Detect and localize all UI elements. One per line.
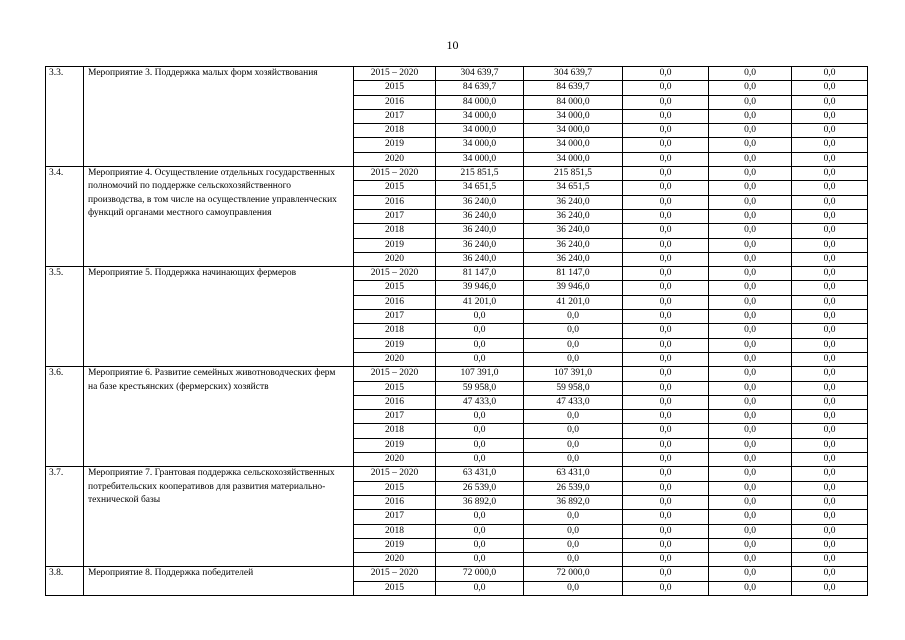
source-1-cell: 107 391,0 — [524, 367, 623, 381]
source-4-cell: 0,0 — [792, 553, 868, 567]
source-4-cell: 0,0 — [792, 181, 868, 195]
total-cell: 81 147,0 — [436, 267, 524, 281]
source-3-cell: 0,0 — [709, 167, 792, 181]
total-cell: 26 539,0 — [436, 481, 524, 495]
table-row — [46, 467, 868, 481]
period-cell: 2015 – 2020 — [354, 267, 436, 281]
source-4-cell: 0,0 — [792, 324, 868, 338]
measure-name: Мероприятие 3. Поддержка малых форм хозяйствования — [84, 67, 354, 167]
source-2-cell: 0,0 — [623, 481, 709, 495]
source-4-cell: 0,0 — [792, 310, 868, 324]
source-4-cell: 0,0 — [792, 195, 868, 209]
source-4-cell: 0,0 — [792, 124, 868, 138]
source-3-cell: 0,0 — [709, 410, 792, 424]
period-cell: 2019 — [354, 338, 436, 352]
source-2-cell: 0,0 — [623, 567, 709, 581]
source-4-cell: 0,0 — [792, 424, 868, 438]
period-cell: 2017 — [354, 410, 436, 424]
total-cell: 215 851,5 — [436, 167, 524, 181]
source-4-cell: 0,0 — [792, 67, 868, 81]
measure-number: 3.6. — [46, 367, 84, 467]
source-2-cell: 0,0 — [623, 495, 709, 509]
source-3-cell: 0,0 — [709, 338, 792, 352]
source-2-cell: 0,0 — [623, 224, 709, 238]
source-3-cell: 0,0 — [709, 324, 792, 338]
source-1-cell: 0,0 — [524, 453, 623, 467]
measure-name: Мероприятие 7. Грантовая поддержка сельскохозяйственных потребительских кооперативов для развития материально-технической базы — [84, 467, 354, 567]
source-2-cell: 0,0 — [623, 438, 709, 452]
source-4-cell: 0,0 — [792, 538, 868, 552]
source-4-cell: 0,0 — [792, 481, 868, 495]
source-2-cell: 0,0 — [623, 553, 709, 567]
source-4-cell: 0,0 — [792, 410, 868, 424]
source-1-cell: 0,0 — [524, 438, 623, 452]
period-cell: 2019 — [354, 238, 436, 252]
source-1-cell: 0,0 — [524, 581, 623, 595]
total-cell: 107 391,0 — [436, 367, 524, 381]
source-4-cell: 0,0 — [792, 81, 868, 95]
source-1-cell: 215 851,5 — [524, 167, 623, 181]
source-1-cell: 0,0 — [524, 553, 623, 567]
source-3-cell: 0,0 — [709, 209, 792, 223]
total-cell: 0,0 — [436, 581, 524, 595]
total-cell: 36 892,0 — [436, 495, 524, 509]
period-cell: 2015 – 2020 — [354, 67, 436, 81]
source-4-cell: 0,0 — [792, 252, 868, 266]
source-1-cell: 34 000,0 — [524, 138, 623, 152]
source-3-cell: 0,0 — [709, 510, 792, 524]
source-4-cell: 0,0 — [792, 381, 868, 395]
total-cell: 0,0 — [436, 310, 524, 324]
period-cell: 2016 — [354, 395, 436, 409]
source-2-cell: 0,0 — [623, 410, 709, 424]
period-cell: 2018 — [354, 424, 436, 438]
period-cell: 2015 – 2020 — [354, 567, 436, 581]
source-4-cell: 0,0 — [792, 209, 868, 223]
source-1-cell: 0,0 — [524, 310, 623, 324]
total-cell: 36 240,0 — [436, 238, 524, 252]
source-4-cell: 0,0 — [792, 224, 868, 238]
table-row — [46, 567, 868, 581]
total-cell: 84 000,0 — [436, 95, 524, 109]
source-1-cell: 39 946,0 — [524, 281, 623, 295]
source-1-cell: 36 240,0 — [524, 252, 623, 266]
period-cell: 2015 — [354, 181, 436, 195]
source-1-cell: 0,0 — [524, 424, 623, 438]
source-4-cell: 0,0 — [792, 495, 868, 509]
source-3-cell: 0,0 — [709, 138, 792, 152]
source-4-cell: 0,0 — [792, 281, 868, 295]
source-4-cell: 0,0 — [792, 438, 868, 452]
source-1-cell: 0,0 — [524, 352, 623, 366]
table-row — [46, 367, 868, 381]
source-3-cell: 0,0 — [709, 524, 792, 538]
total-cell: 63 431,0 — [436, 467, 524, 481]
period-cell: 2017 — [354, 310, 436, 324]
source-3-cell: 0,0 — [709, 95, 792, 109]
source-1-cell: 36 240,0 — [524, 195, 623, 209]
source-3-cell: 0,0 — [709, 267, 792, 281]
period-cell: 2015 – 2020 — [354, 167, 436, 181]
measure-number: 3.7. — [46, 467, 84, 567]
source-2-cell: 0,0 — [623, 524, 709, 538]
source-3-cell: 0,0 — [709, 467, 792, 481]
total-cell: 0,0 — [436, 424, 524, 438]
source-3-cell: 0,0 — [709, 352, 792, 366]
source-2-cell: 0,0 — [623, 381, 709, 395]
source-3-cell: 0,0 — [709, 124, 792, 138]
period-cell: 2015 — [354, 81, 436, 95]
source-1-cell: 36 892,0 — [524, 495, 623, 509]
period-cell: 2016 — [354, 295, 436, 309]
source-1-cell: 26 539,0 — [524, 481, 623, 495]
source-2-cell: 0,0 — [623, 324, 709, 338]
source-2-cell: 0,0 — [623, 395, 709, 409]
source-2-cell: 0,0 — [623, 338, 709, 352]
source-1-cell: 84 000,0 — [524, 95, 623, 109]
source-2-cell: 0,0 — [623, 238, 709, 252]
period-cell: 2020 — [354, 252, 436, 266]
source-3-cell: 0,0 — [709, 381, 792, 395]
period-cell: 2016 — [354, 495, 436, 509]
source-1-cell: 59 958,0 — [524, 381, 623, 395]
table-row — [46, 167, 868, 181]
source-2-cell: 0,0 — [623, 424, 709, 438]
source-1-cell: 63 431,0 — [524, 467, 623, 481]
source-2-cell: 0,0 — [623, 538, 709, 552]
source-4-cell: 0,0 — [792, 453, 868, 467]
period-cell: 2018 — [354, 224, 436, 238]
total-cell: 0,0 — [436, 538, 524, 552]
period-cell: 2015 — [354, 581, 436, 595]
source-3-cell: 0,0 — [709, 181, 792, 195]
source-1-cell: 34 000,0 — [524, 109, 623, 123]
source-3-cell: 0,0 — [709, 252, 792, 266]
source-4-cell: 0,0 — [792, 581, 868, 595]
source-2-cell: 0,0 — [623, 167, 709, 181]
source-1-cell: 84 639,7 — [524, 81, 623, 95]
source-2-cell: 0,0 — [623, 181, 709, 195]
measure-number: 3.8. — [46, 567, 84, 596]
source-3-cell: 0,0 — [709, 238, 792, 252]
period-cell: 2018 — [354, 124, 436, 138]
source-4-cell: 0,0 — [792, 295, 868, 309]
period-cell: 2015 – 2020 — [354, 467, 436, 481]
measure-number: 3.4. — [46, 167, 84, 267]
period-cell: 2015 — [354, 481, 436, 495]
measure-number: 3.5. — [46, 267, 84, 367]
total-cell: 0,0 — [436, 524, 524, 538]
source-2-cell: 0,0 — [623, 467, 709, 481]
source-2-cell: 0,0 — [623, 195, 709, 209]
source-3-cell: 0,0 — [709, 281, 792, 295]
total-cell: 84 639,7 — [436, 81, 524, 95]
period-cell: 2015 — [354, 381, 436, 395]
source-1-cell: 72 000,0 — [524, 567, 623, 581]
total-cell: 0,0 — [436, 324, 524, 338]
source-1-cell: 0,0 — [524, 338, 623, 352]
period-cell: 2020 — [354, 553, 436, 567]
source-2-cell: 0,0 — [623, 510, 709, 524]
measure-name: Мероприятие 5. Поддержка начинающих фермеров — [84, 267, 354, 367]
total-cell: 0,0 — [436, 338, 524, 352]
measure-name: Мероприятие 8. Поддержка победителей — [84, 567, 354, 596]
source-2-cell: 0,0 — [623, 295, 709, 309]
total-cell: 36 240,0 — [436, 224, 524, 238]
source-3-cell: 0,0 — [709, 538, 792, 552]
total-cell: 0,0 — [436, 453, 524, 467]
total-cell: 34 000,0 — [436, 152, 524, 166]
measure-name: Мероприятие 6. Развитие семейных животноводческих ферм на базе крестьянских (фермерских) хозяйств — [84, 367, 354, 467]
source-1-cell: 41 201,0 — [524, 295, 623, 309]
source-3-cell: 0,0 — [709, 395, 792, 409]
source-1-cell: 0,0 — [524, 524, 623, 538]
source-1-cell: 0,0 — [524, 510, 623, 524]
source-1-cell: 36 240,0 — [524, 209, 623, 223]
source-1-cell: 0,0 — [524, 324, 623, 338]
table-row — [46, 67, 868, 81]
period-cell: 2018 — [354, 524, 436, 538]
source-3-cell: 0,0 — [709, 581, 792, 595]
period-cell: 2019 — [354, 138, 436, 152]
period-cell: 2015 — [354, 281, 436, 295]
period-cell: 2020 — [354, 453, 436, 467]
source-3-cell: 0,0 — [709, 109, 792, 123]
period-cell: 2017 — [354, 109, 436, 123]
total-cell: 41 201,0 — [436, 295, 524, 309]
source-2-cell: 0,0 — [623, 152, 709, 166]
period-cell: 2019 — [354, 438, 436, 452]
source-4-cell: 0,0 — [792, 152, 868, 166]
source-3-cell: 0,0 — [709, 152, 792, 166]
period-cell: 2020 — [354, 152, 436, 166]
source-4-cell: 0,0 — [792, 238, 868, 252]
period-cell: 2018 — [354, 324, 436, 338]
source-4-cell: 0,0 — [792, 395, 868, 409]
total-cell: 36 240,0 — [436, 209, 524, 223]
total-cell: 34 000,0 — [436, 109, 524, 123]
total-cell: 0,0 — [436, 510, 524, 524]
source-4-cell: 0,0 — [792, 467, 868, 481]
source-4-cell: 0,0 — [792, 95, 868, 109]
source-2-cell: 0,0 — [623, 453, 709, 467]
source-2-cell: 0,0 — [623, 281, 709, 295]
table-body — [46, 67, 868, 596]
source-2-cell: 0,0 — [623, 209, 709, 223]
total-cell: 36 240,0 — [436, 195, 524, 209]
source-2-cell: 0,0 — [623, 252, 709, 266]
period-cell: 2019 — [354, 538, 436, 552]
total-cell: 47 433,0 — [436, 395, 524, 409]
source-3-cell: 0,0 — [709, 67, 792, 81]
source-2-cell: 0,0 — [623, 95, 709, 109]
source-3-cell: 0,0 — [709, 195, 792, 209]
total-cell: 59 958,0 — [436, 381, 524, 395]
period-cell: 2017 — [354, 510, 436, 524]
source-1-cell: 0,0 — [524, 410, 623, 424]
measure-name: Мероприятие 4. Осуществление отдельных государственных полномочий по поддержке сельскохозяйственного производства, в том числе на осуществление управленческих функций органами местного самоуправления — [84, 167, 354, 267]
source-4-cell: 0,0 — [792, 338, 868, 352]
page-number: 10 — [446, 38, 459, 52]
total-cell: 0,0 — [436, 352, 524, 366]
source-1-cell: 34 000,0 — [524, 124, 623, 138]
source-4-cell: 0,0 — [792, 167, 868, 181]
total-cell: 36 240,0 — [436, 252, 524, 266]
source-1-cell: 0,0 — [524, 538, 623, 552]
period-cell: 2017 — [354, 209, 436, 223]
source-1-cell: 304 639,7 — [524, 67, 623, 81]
source-3-cell: 0,0 — [709, 424, 792, 438]
total-cell: 304 639,7 — [436, 67, 524, 81]
source-2-cell: 0,0 — [623, 81, 709, 95]
source-2-cell: 0,0 — [623, 67, 709, 81]
source-3-cell: 0,0 — [709, 453, 792, 467]
source-3-cell: 0,0 — [709, 81, 792, 95]
total-cell: 0,0 — [436, 438, 524, 452]
source-1-cell: 81 147,0 — [524, 267, 623, 281]
source-2-cell: 0,0 — [623, 352, 709, 366]
period-cell: 2016 — [354, 195, 436, 209]
source-2-cell: 0,0 — [623, 581, 709, 595]
source-1-cell: 34 651,5 — [524, 181, 623, 195]
source-2-cell: 0,0 — [623, 367, 709, 381]
source-1-cell: 34 000,0 — [524, 152, 623, 166]
source-1-cell: 36 240,0 — [524, 224, 623, 238]
source-2-cell: 0,0 — [623, 267, 709, 281]
source-2-cell: 0,0 — [623, 310, 709, 324]
source-3-cell: 0,0 — [709, 553, 792, 567]
source-3-cell: 0,0 — [709, 295, 792, 309]
source-3-cell: 0,0 — [709, 438, 792, 452]
source-2-cell: 0,0 — [623, 124, 709, 138]
source-3-cell: 0,0 — [709, 367, 792, 381]
source-4-cell: 0,0 — [792, 138, 868, 152]
total-cell: 39 946,0 — [436, 281, 524, 295]
source-2-cell: 0,0 — [623, 109, 709, 123]
source-2-cell: 0,0 — [623, 138, 709, 152]
source-4-cell: 0,0 — [792, 267, 868, 281]
source-4-cell: 0,0 — [792, 109, 868, 123]
total-cell: 0,0 — [436, 553, 524, 567]
table-row — [46, 267, 868, 281]
total-cell: 72 000,0 — [436, 567, 524, 581]
source-4-cell: 0,0 — [792, 367, 868, 381]
source-3-cell: 0,0 — [709, 495, 792, 509]
source-4-cell: 0,0 — [792, 567, 868, 581]
total-cell: 34 000,0 — [436, 138, 524, 152]
source-1-cell: 36 240,0 — [524, 238, 623, 252]
total-cell: 34 651,5 — [436, 181, 524, 195]
period-cell: 2015 – 2020 — [354, 367, 436, 381]
measure-number: 3.3. — [46, 67, 84, 167]
period-cell: 2020 — [354, 352, 436, 366]
source-3-cell: 0,0 — [709, 567, 792, 581]
period-cell: 2016 — [354, 95, 436, 109]
total-cell: 34 000,0 — [436, 124, 524, 138]
source-4-cell: 0,0 — [792, 524, 868, 538]
source-4-cell: 0,0 — [792, 510, 868, 524]
source-3-cell: 0,0 — [709, 481, 792, 495]
total-cell: 0,0 — [436, 410, 524, 424]
source-4-cell: 0,0 — [792, 352, 868, 366]
source-1-cell: 47 433,0 — [524, 395, 623, 409]
source-3-cell: 0,0 — [709, 224, 792, 238]
source-3-cell: 0,0 — [709, 310, 792, 324]
budget-table — [45, 66, 868, 596]
